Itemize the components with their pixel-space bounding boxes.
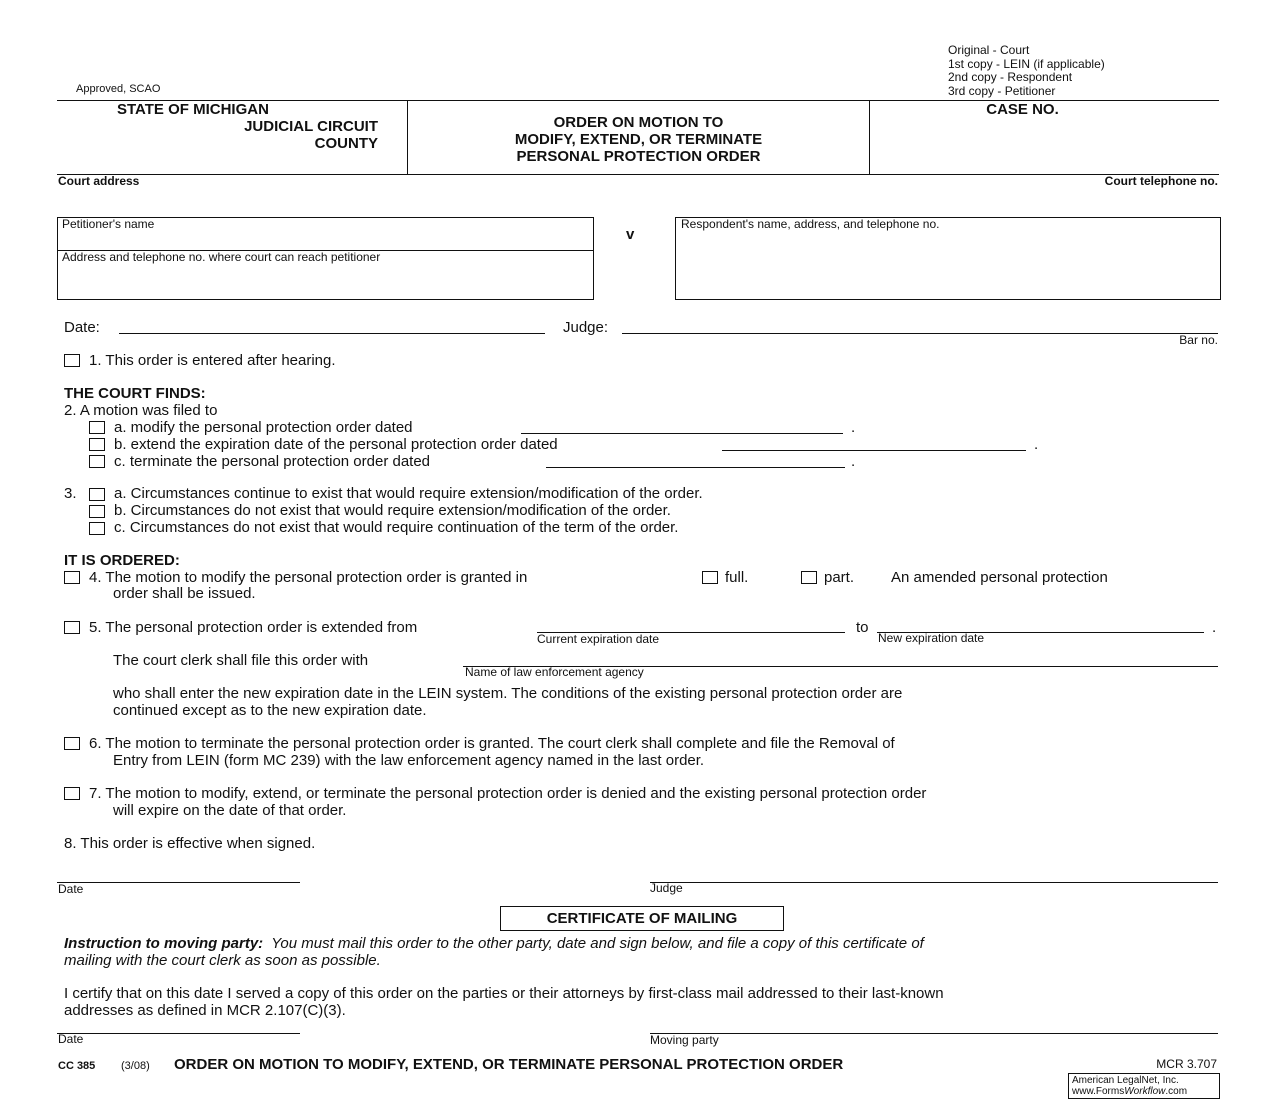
signature-date-label: Date [58, 882, 84, 896]
current-expiration-label: Current expiration date [537, 632, 660, 646]
signature-judge-line[interactable] [650, 882, 1218, 883]
form-title-line: ORDER ON MOTION TO [553, 114, 724, 131]
period: . [1212, 619, 1217, 636]
certify-line1: I certify that on this date I served a copy of this order on the parties or their attorneys by first-class mail addressed to their last-known [64, 985, 944, 1002]
case-no-label: CASE NO. [986, 101, 1059, 118]
item4-full-label: full. [725, 569, 749, 586]
certify-line2: addresses as defined in MCR 2.107(C)(3). [64, 1002, 346, 1019]
agency-label: Name of law enforcement agency [465, 665, 644, 679]
court-finds-heading: THE COURT FINDS: [64, 385, 206, 402]
item5-checkbox[interactable] [64, 621, 80, 634]
instruction-line2: mailing with the court clerk as soon as possible. [64, 952, 381, 969]
court-rule: MCR 3.707 [1156, 1057, 1217, 1071]
signature-judge-label: Judge [650, 881, 683, 895]
date-label: Date: [64, 319, 100, 336]
form-title-line: MODIFY, EXTEND, OR TERMINATE [514, 131, 763, 148]
item4-line2: order shall be issued. [113, 585, 256, 602]
form-code: CC 385 [58, 1060, 96, 1072]
item5-who-line1: who shall enter the new expiration date in the LEIN system. The conditions of the existing personal protection order are [113, 685, 903, 702]
judicial-circuit-label: JUDICIAL CIRCUIT [244, 118, 378, 135]
instruction-text: You must mail this order to the other party, date and sign below, and file a copy of this certificate of [271, 935, 924, 952]
item2c-checkbox[interactable] [89, 455, 105, 468]
copy-distribution [948, 44, 1105, 98]
item2b-text: b. extend the expiration date of the personal protection order dated [114, 436, 558, 453]
item4-checkbox[interactable] [64, 571, 80, 584]
item7-line2: will expire on the date of that order. [113, 802, 347, 819]
item2a-checkbox[interactable] [89, 421, 105, 434]
item5-clerk-text: The court clerk shall file this order with [113, 652, 369, 669]
respondent-label: Respondent's name, address, and telephone no. [681, 217, 940, 231]
item2c-date-line[interactable] [546, 467, 845, 468]
ordered-heading: IT IS ORDERED: [64, 552, 180, 569]
item5-who-line2: continued except as to the new expiration date. [113, 702, 427, 719]
item3a-checkbox[interactable] [89, 488, 105, 501]
item7-line1: 7. The motion to modify, extend, or terminate the personal protection order is denied and the existing personal protection order [89, 785, 927, 802]
form-title-line: PERSONAL PROTECTION ORDER [516, 148, 761, 165]
period: . [1034, 436, 1039, 453]
date-line[interactable] [119, 333, 545, 334]
item3a-text: a. Circumstances continue to exist that would require extension/modification of the order. [114, 485, 703, 502]
certificate-date-line[interactable] [57, 1033, 300, 1034]
period: . [851, 453, 856, 470]
publisher-url-part: Workflow [1124, 1086, 1166, 1097]
form-title [408, 114, 869, 165]
item4-part-checkbox[interactable] [801, 571, 817, 584]
state-label: STATE OF MICHIGAN [117, 101, 269, 118]
publisher-url[interactable] [1072, 1086, 1187, 1097]
certificate-heading: CERTIFICATE OF MAILING [546, 910, 738, 927]
publisher-url-part: .com [1165, 1086, 1188, 1097]
item3c-text: c. Circumstances do not exist that would require continuation of the term of the order. [114, 519, 679, 536]
signature-date-line[interactable] [57, 882, 300, 883]
item7-checkbox[interactable] [64, 787, 80, 800]
versus-label: v [626, 226, 635, 243]
petitioner-name-label: Petitioner's name [62, 217, 155, 231]
item2b-date-line[interactable] [722, 450, 1026, 451]
copy-line: 3rd copy - Petitioner [948, 83, 1056, 98]
form-revision: (3/08) [121, 1060, 150, 1072]
item2b-checkbox[interactable] [89, 438, 105, 451]
moving-party-label: Moving party [650, 1033, 719, 1047]
item6-checkbox[interactable] [64, 737, 80, 750]
item3b-checkbox[interactable] [89, 505, 105, 518]
judge-label: Judge: [563, 319, 609, 336]
item2c-text: c. terminate the personal protection order dated [114, 453, 431, 470]
item6-line2: Entry from LEIN (form MC 239) with the law enforcement agency named in the last order. [113, 752, 705, 769]
item6-line1: 6. The motion to terminate the personal protection order is granted. The court clerk shall complete and file the Removal of [89, 735, 895, 752]
copy-line: 1st copy - LEIN (if applicable) [948, 56, 1105, 71]
item3c-checkbox[interactable] [89, 522, 105, 535]
item4-text: 4. The motion to modify the personal protection order is granted in [89, 569, 528, 586]
item5-to: to [856, 619, 869, 636]
new-expiration-label: New expiration date [878, 631, 985, 645]
publisher-name: American LegalNet, Inc. [1072, 1075, 1179, 1086]
item4-amended-text: An amended personal protection [891, 569, 1108, 586]
court-phone-label: Court telephone no. [1104, 174, 1218, 188]
copy-line: 2nd copy - Respondent [948, 70, 1073, 84]
moving-party-line[interactable] [650, 1033, 1218, 1034]
item8-text: 8. This order is effective when signed. [64, 835, 316, 852]
judge-line[interactable] [622, 333, 1218, 334]
item2a-date-line[interactable] [521, 433, 843, 434]
item5-text: 5. The personal protection order is extended from [89, 619, 418, 636]
county-label: COUNTY [314, 135, 378, 152]
instruction-line1 [64, 935, 924, 952]
instruction-label: Instruction to moving party: [64, 935, 264, 952]
item1-checkbox[interactable] [64, 354, 80, 367]
bar-no-label: Bar no. [1179, 333, 1218, 347]
publisher-url-part: www.Forms [1072, 1086, 1125, 1097]
court-address-label: Court address [58, 174, 140, 188]
copy-line: Original - Court [948, 43, 1030, 57]
footer-title: ORDER ON MOTION TO MODIFY, EXTEND, OR TERMINATE PERSONAL PROTECTION ORDER [174, 1056, 844, 1073]
approved-label: Approved, SCAO [76, 83, 161, 95]
item2-text: 2. A motion was filed to [64, 402, 218, 419]
item4-part-label: part. [824, 569, 855, 586]
header-bottom-rule [57, 174, 1219, 175]
item4-full-checkbox[interactable] [702, 571, 718, 584]
item1-text: 1. This order is entered after hearing. [89, 352, 336, 369]
item3-number: 3. [64, 485, 77, 502]
item2a-text: a. modify the personal protection order dated [114, 419, 413, 436]
period: . [851, 419, 856, 436]
item3b-text: b. Circumstances do not exist that would require extension/modification of the order. [114, 502, 671, 519]
certificate-date-label: Date [58, 1032, 84, 1046]
publisher-block [1072, 1075, 1187, 1097]
petitioner-address-label: Address and telephone no. where court can reach petitioner [62, 250, 381, 264]
